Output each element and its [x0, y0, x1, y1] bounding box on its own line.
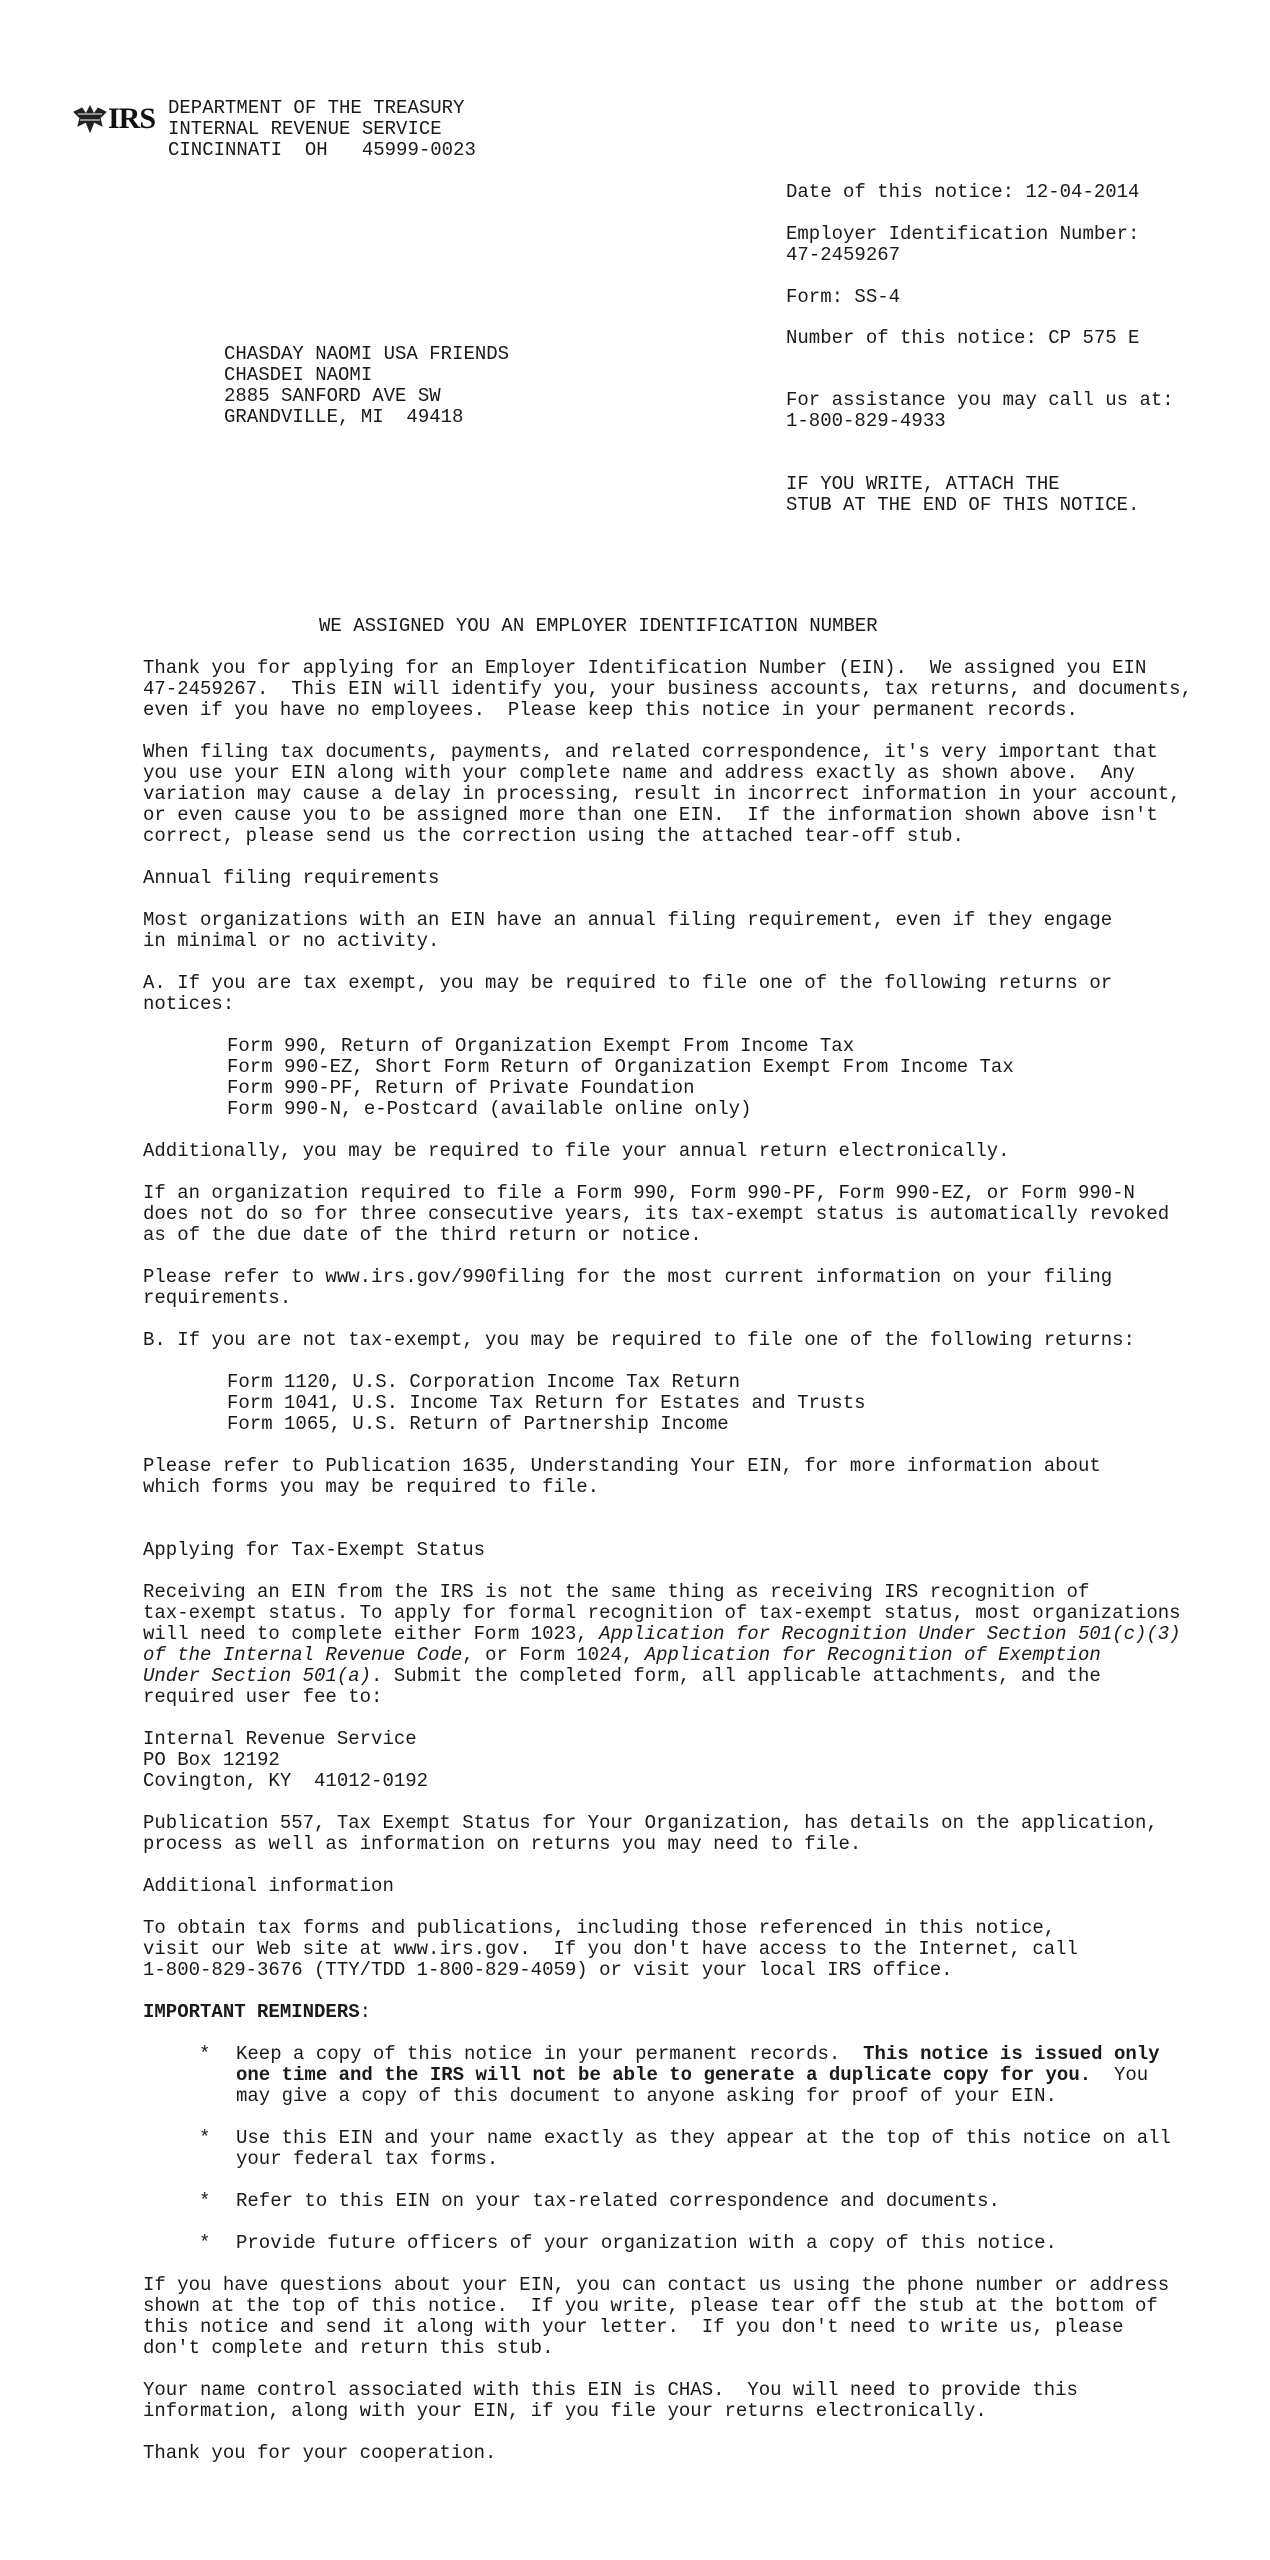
- assistance-phone: 1-800-829-4933: [786, 410, 946, 432]
- reminder-item: [143, 2044, 1223, 2107]
- text-line: [143, 1624, 1223, 1645]
- text-line: correct, please send us the correction using the attached tear-off stub.: [143, 825, 964, 847]
- reminder-item: [143, 2233, 1223, 2254]
- text-line: [143, 1666, 1223, 1687]
- ein-value: 47-2459267: [786, 244, 901, 266]
- pub557-paragraph: [143, 1813, 1223, 1855]
- irc-title: of the Internal Revenue Code: [143, 1644, 463, 1666]
- agency-line: DEPARTMENT OF THE TREASURY: [168, 97, 465, 119]
- form-list-item: Form 990, Return of Organization Exempt From Income Tax: [227, 1035, 855, 1057]
- text-line: Please refer to Publication 1635, Understanding Your EIN, for more information about: [143, 1455, 1101, 1477]
- text-line: Refer to this EIN on your tax-related correspondence and documents.: [236, 2190, 1000, 2212]
- form-list-item: Form 1041, U.S. Income Tax Return for Estates and Trusts: [227, 1392, 866, 1414]
- form-list-item: Form 990-PF, Return of Private Foundation: [227, 1077, 695, 1099]
- text-line: notices:: [143, 993, 235, 1015]
- bullet-star-icon: *: [199, 2232, 211, 2254]
- text-line: Thank you for applying for an Employer Identification Number (EIN). We assigned you EIN: [143, 657, 1147, 679]
- text-fragment: . Submit the completed form, all applicable attachments, and the: [371, 1665, 1101, 1687]
- notice-title: WE ASSIGNED YOU AN EMPLOYER IDENTIFICATION NUMBER: [319, 615, 878, 637]
- agency-line: INTERNAL REVENUE SERVICE: [168, 118, 442, 140]
- text-line: [236, 2044, 1223, 2065]
- notice-body: [143, 658, 1223, 2485]
- text-line: Publication 557, Tax Exempt Status for Your Organization, has details on the application,: [143, 1812, 1158, 1834]
- eagle-icon: [72, 104, 108, 134]
- text-line: your federal tax forms.: [236, 2148, 499, 2170]
- text-line: Most organizations with an EIN have an annual filing requirement, even if they engage: [143, 909, 1113, 931]
- intro-paragraph: [143, 658, 1223, 721]
- text-fragment: will need to complete either Form 1023,: [143, 1623, 600, 1645]
- form-list-item: Form 990-N, e-Postcard (available online only): [227, 1098, 752, 1120]
- attach-line: IF YOU WRITE, ATTACH THE: [786, 473, 1060, 495]
- agency-line: CINCINNATI OH 45999-0023: [168, 139, 476, 161]
- forms-a-list: [143, 1036, 1223, 1120]
- text-line: may give a copy of this document to anyone asking for proof of your EIN.: [236, 2085, 1057, 2107]
- address-line: PO Box 12192: [143, 1749, 280, 1771]
- form-list-item: Form 1065, U.S. Return of Partnership Income: [227, 1413, 729, 1435]
- reminders-title: IMPORTANT REMINDERS: [143, 2001, 360, 2023]
- additional-info-paragraph: [143, 1918, 1223, 1981]
- filing-paragraph: [143, 742, 1223, 847]
- text-line: as of the due date of the third return or notice.: [143, 1224, 702, 1246]
- text-line: Your name control associated with this EIN is CHAS. You will need to provide this: [143, 2379, 1078, 2401]
- address-line: Covington, KY 41012-0192: [143, 1770, 429, 1792]
- text-line: does not do so for three consecutive years, its tax-exempt status is automatically revoked: [143, 1203, 1170, 1225]
- bold-text: one time and the IRS will not be able to generate a duplicate copy for you.: [236, 2064, 1092, 2086]
- bullet-star-icon: *: [199, 2190, 211, 2212]
- text-line: don't complete and return this stub.: [143, 2337, 554, 2359]
- irs-logo: [72, 102, 167, 136]
- ein-label: Employer Identification Number:: [786, 223, 1140, 245]
- form-1023-title: Application for Recognition Under Section 501(c)(3): [599, 1623, 1181, 1645]
- tax-exempt-heading: Applying for Tax-Exempt Status: [143, 1539, 486, 1561]
- text-line: process as well as information on returns you may need to file.: [143, 1833, 862, 1855]
- additional-info-heading: Additional information: [143, 1875, 394, 1897]
- closing-line: Thank you for your cooperation.: [143, 2442, 497, 2464]
- text-line: you use your EIN along with your complete name and address exactly as shown above. Any: [143, 762, 1135, 784]
- annual-filing-heading: Annual filing requirements: [143, 867, 440, 889]
- text-line: Receiving an EIN from the IRS is not the same thing as receiving IRS recognition of: [143, 1581, 1090, 1603]
- form-list-item: Form 1120, U.S. Corporation Income Tax Return: [227, 1371, 741, 1393]
- text-line: When filing tax documents, payments, and related correspondence, it's very important that: [143, 741, 1158, 763]
- text-fragment: , or Form 1024,: [462, 1644, 645, 1666]
- text-line: this notice and send it along with your letter. If you don't need to write us, please: [143, 2316, 1124, 2338]
- bullet-star-icon: *: [199, 2043, 211, 2065]
- annual-paragraph: [143, 910, 1223, 952]
- addressee-line: GRANDVILLE, MI 49418: [224, 406, 464, 428]
- text-line: A. If you are tax exempt, you may be required to file one of the following returns or: [143, 972, 1113, 994]
- form-list-item: Form 990-EZ, Short Form Return of Organization Exempt From Income Tax: [227, 1056, 1014, 1078]
- text-line: tax-exempt status. To apply for formal recognition of tax-exempt status, most organizations: [143, 1602, 1181, 1624]
- text-line: in minimal or no activity.: [143, 930, 440, 952]
- notice-number: Number of this notice: CP 575 E: [786, 327, 1140, 349]
- text-line: 1-800-829-3676 (TTY/TDD 1-800-829-4059) or visit your local IRS office.: [143, 1959, 953, 1981]
- text-line: 47-2459267. This EIN will identify you, your business accounts, tax returns, and documents,: [143, 678, 1192, 700]
- important-reminders-heading: [143, 2002, 1223, 2023]
- addressee-line: 2885 SANFORD AVE SW: [224, 385, 441, 407]
- refer-990-paragraph: [143, 1267, 1223, 1309]
- attach-line: STUB AT THE END OF THIS NOTICE.: [786, 494, 1140, 516]
- text-line: [236, 2065, 1223, 2086]
- assistance-label: For assistance you may call us at:: [786, 389, 1174, 411]
- text-fragment: Keep a copy of this notice in your permanent records.: [236, 2043, 864, 2065]
- irs-logo-text: IRS: [108, 102, 156, 135]
- electronic-filing-note: Additionally, you may be required to file your annual return electronically.: [143, 1140, 1010, 1162]
- revocation-paragraph: [143, 1183, 1223, 1246]
- text-line: or even cause you to be assigned more than one EIN. If the information shown above isn't: [143, 804, 1158, 826]
- addressee-line: CHASDAY NAOMI USA FRIENDS: [224, 343, 510, 365]
- form-1024-title: Application for Recognition of Exemption: [644, 1644, 1101, 1666]
- text-line: Please refer to www.irs.gov/990filing for the most current information on your filing: [143, 1266, 1113, 1288]
- text-line: [143, 1645, 1223, 1666]
- text-line: requirements.: [143, 1287, 292, 1309]
- form-1024-title-cont: Under Section 501(a): [143, 1665, 372, 1687]
- forms-b-list: [143, 1372, 1223, 1435]
- text-line: If an organization required to file a Form 990, Form 990-PF, Form 990-EZ, or Form 990-N: [143, 1182, 1135, 1204]
- text-line: even if you have no employees. Please keep this notice in your permanent records.: [143, 699, 1078, 721]
- reminder-item: [143, 2191, 1223, 2212]
- text-line: Provide future officers of your organization with a copy of this notice.: [236, 2232, 1057, 2254]
- questions-paragraph: [143, 2275, 1223, 2359]
- refer-1635-paragraph: [143, 1456, 1223, 1498]
- section-b: B. If you are not tax-exempt, you may be required to file one of the following returns:: [143, 1329, 1135, 1351]
- text-line: Use this EIN and your name exactly as they appear at the top of this notice on all: [236, 2127, 1171, 2149]
- text-line: required user fee to:: [143, 1686, 383, 1708]
- text-line: information, along with your EIN, if you file your returns electronically.: [143, 2400, 987, 2422]
- attach-stub-note: [786, 474, 1139, 516]
- text-line: variation may cause a delay in processing, result in incorrect information in your account,: [143, 783, 1181, 805]
- text-fragment: You: [1091, 2064, 1149, 2086]
- addressee-block: [224, 344, 509, 428]
- tax-exempt-paragraph: [143, 1582, 1223, 1708]
- notice-date: Date of this notice: 12-04-2014: [786, 181, 1140, 203]
- reminders-colon: :: [359, 2001, 372, 2023]
- text-line: If you have questions about your EIN, you can contact us using the phone number or address: [143, 2274, 1170, 2296]
- bullet-star-icon: *: [199, 2127, 211, 2149]
- mailing-address: [143, 1729, 1223, 1792]
- assistance-block: [786, 390, 1174, 432]
- text-line: visit our Web site at www.irs.gov. If you don't have access to the Internet, call: [143, 1938, 1078, 1960]
- agency-address: [168, 98, 476, 161]
- form-type: Form: SS-4: [786, 286, 901, 308]
- address-line: Internal Revenue Service: [143, 1728, 417, 1750]
- name-control-paragraph: [143, 2380, 1223, 2422]
- ein-block: [786, 224, 1139, 266]
- text-line: shown at the top of this notice. If you write, please tear off the stub at the bottom of: [143, 2295, 1158, 2317]
- text-line: To obtain tax forms and publications, including those referenced in this notice,: [143, 1917, 1056, 1939]
- addressee-line: CHASDEI NAOMI: [224, 364, 373, 386]
- section-a: [143, 973, 1223, 1015]
- bold-text: This notice is issued only: [863, 2043, 1160, 2065]
- reminder-item: [143, 2128, 1223, 2170]
- text-line: which forms you may be required to file.: [143, 1476, 600, 1498]
